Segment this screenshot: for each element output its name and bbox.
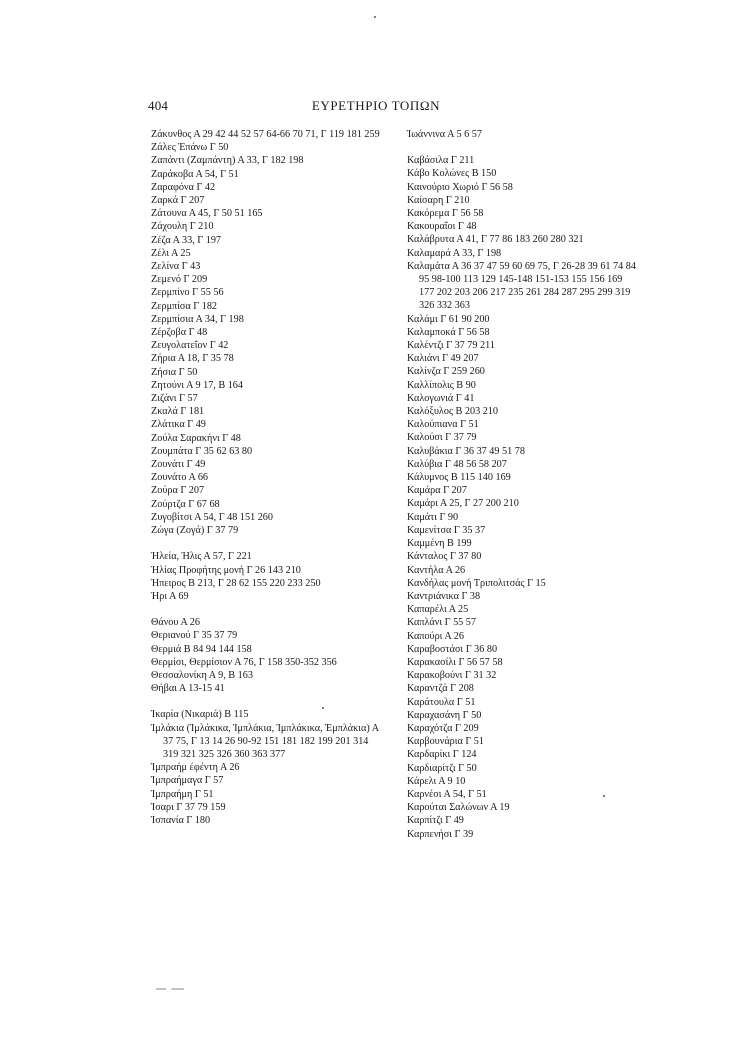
index-entry: Ζάλες Έπάνω Γ 50 bbox=[151, 142, 229, 154]
index-entry: Ίσπανία Γ 180 bbox=[151, 814, 211, 826]
index-entry: Καπλάνι Γ 55 57 bbox=[407, 617, 476, 629]
index-group-i bbox=[151, 708, 383, 827]
index-entry: Ζευγολατεΐον Γ 42 bbox=[151, 340, 229, 352]
index-entry: Ζαπάντι (Ζαμπάντη) Α 33, Γ 182 198 bbox=[151, 155, 304, 167]
page-header bbox=[0, 98, 744, 118]
index-entry: Καρβουνάρια Γ 51 bbox=[407, 736, 484, 748]
section-gap bbox=[151, 537, 383, 550]
index-entry: Καλάμι Γ 61 90 200 bbox=[407, 313, 490, 325]
scan-speck bbox=[374, 16, 376, 18]
section-gap bbox=[151, 695, 383, 708]
index-entry: Καλούπιανα Γ 51 bbox=[407, 419, 479, 431]
scan-speck bbox=[322, 707, 324, 709]
index-entry: Καρδαρίκι Γ 124 bbox=[407, 749, 477, 761]
index-entry: Καλυβάκια Γ 36 37 49 51 78 bbox=[407, 445, 525, 457]
index-entry: Κανδήλας μονή Τριπολιτσάς Γ 15 bbox=[407, 577, 546, 589]
index-entry: Ήπειρος Β 213, Γ 28 62 155 220 233 250 bbox=[151, 577, 321, 589]
index-entry: Ζήσια Γ 50 bbox=[151, 366, 198, 378]
index-entry: Καλλίπολις Β 90 bbox=[407, 379, 476, 391]
index-entry: Ζαραφόνα Γ 42 bbox=[151, 181, 216, 193]
index-group-z bbox=[151, 128, 383, 537]
index-entry: Καπαρέλι Α 25 bbox=[407, 604, 469, 616]
index-entry: Ζούρτζα Γ 67 68 bbox=[151, 498, 220, 510]
index-entry: Ζουνάτι Γ 49 bbox=[151, 459, 206, 471]
index-entry: Ίμλάκια (Ίμλάκικα, Ίμπλάκια, Ίμπλάκικα, Έμπλάκια) Α 37 75, Γ 13 14 26 90-92 151 181 182 199 201 314 319 321 325 326 360 363 377 bbox=[151, 722, 379, 760]
index-entry: Καρούται Σαλώνων Α 19 bbox=[407, 802, 510, 814]
index-entry: Ίμπραήμαγα Γ 57 bbox=[151, 775, 224, 787]
index-group-i-continued bbox=[407, 128, 639, 141]
index-entry: Καινούριο Χωριό Γ 56 58 bbox=[407, 181, 513, 193]
section-gap bbox=[151, 603, 383, 616]
index-entry: Καμάρα Γ 207 bbox=[407, 485, 467, 497]
index-entry: Θάνου Α 26 bbox=[151, 617, 200, 629]
index-entry: Ζέλι Α 25 bbox=[151, 247, 191, 259]
index-entry: Καντήλα Α 26 bbox=[407, 564, 466, 576]
index-entry: Ζερμπίσια Α 34, Γ 198 bbox=[151, 313, 244, 325]
index-entry: Κάλυμνος Β 115 140 169 bbox=[407, 472, 511, 484]
index-entry: Καμενίτσα Γ 35 37 bbox=[407, 524, 486, 536]
index-entry: Ζεμενό Γ 209 bbox=[151, 274, 208, 286]
index-entry: Καρνέσι Α 54, Γ 51 bbox=[407, 788, 487, 800]
index-entry: Ζερμπίνο Γ 55 56 bbox=[151, 287, 224, 299]
index-entry: Ήλίας Προφήτης μονή Γ 26 143 210 bbox=[151, 564, 301, 576]
running-title: ΕΥΡΕΤΗΡΙΟ ΤΟΠΩΝ bbox=[311, 98, 441, 113]
index-entry: Ζάκυνθος Α 29 42 44 52 57 64-66 70 71, Γ 119 181 259 bbox=[151, 129, 380, 140]
index-entry: Καρπενήσι Γ 39 bbox=[407, 828, 474, 840]
index-column-left bbox=[151, 128, 383, 827]
index-entry: Κάβο Κολώνες Β 150 bbox=[407, 168, 497, 180]
index-entry: Καλύβια Γ 48 56 58 207 bbox=[407, 458, 507, 470]
page-number: 404 bbox=[148, 98, 169, 113]
index-entry: Ζιζάνι Γ 57 bbox=[151, 393, 198, 405]
index-entry: Καραντζά Γ 208 bbox=[407, 683, 474, 695]
index-entry: Καλιάνι Γ 49 207 bbox=[407, 353, 479, 365]
index-entry: Ζκαλά Γ 181 bbox=[151, 406, 205, 418]
index-entry: Ζαρκά Γ 207 bbox=[151, 195, 205, 207]
index-entry: Ζάτουνα Α 45, Γ 50 51 165 bbox=[151, 208, 263, 220]
index-entry: Καβάσιλα Γ 211 bbox=[407, 155, 475, 167]
index-entry: Καίσαρη Γ 210 bbox=[407, 194, 470, 206]
index-entry: Κάνταλος Γ 37 80 bbox=[407, 551, 482, 563]
index-entry: Ζαράκοβα Α 54, Γ 51 bbox=[151, 168, 239, 180]
index-entry: Καλογωνιά Γ 41 bbox=[407, 392, 475, 404]
index-entry: Θεσσαλονίκη Α 9, Β 163 bbox=[151, 669, 253, 681]
index-entry: Καρδιαρίτζι Γ 50 bbox=[407, 762, 477, 774]
index-entry: Ζήρια Α 18, Γ 35 78 bbox=[151, 353, 234, 365]
scan-speck bbox=[603, 795, 605, 797]
index-entry: Καραχότζα Γ 209 bbox=[407, 722, 479, 734]
index-entry: Ήρι Α 69 bbox=[151, 590, 189, 602]
index-entry: Καρπίτζι Γ 49 bbox=[407, 815, 464, 827]
index-entry: Κακουραΐοι Γ 48 bbox=[407, 221, 477, 233]
index-entry: Ζάχουλη Γ 210 bbox=[151, 221, 214, 233]
index-entry: Ζούρα Γ 207 bbox=[151, 485, 205, 497]
index-entry: Καλαμποκά Γ 56 58 bbox=[407, 326, 490, 338]
index-entry: Θήβαι Α 13-15 41 bbox=[151, 683, 225, 695]
index-entry: Ήλεία, Ήλις Α 57, Γ 221 bbox=[151, 551, 252, 563]
index-entry: Καράτουλα Γ 51 bbox=[407, 696, 476, 708]
index-entry: Ζελίνα Γ 43 bbox=[151, 261, 201, 273]
index-entry: Ίωάννινα Α 5 6 57 bbox=[407, 129, 482, 140]
index-entry: Ζουνάτο Α 66 bbox=[151, 472, 209, 484]
index-column-right bbox=[407, 128, 639, 841]
index-entry: Θερμίσι, Θερμίσιον Α 76, Γ 158 350-352 356 bbox=[151, 656, 337, 668]
index-entry: Καλέντζι Γ 37 79 211 bbox=[407, 340, 495, 352]
index-entry: Ζούλα Σαρακήνι Γ 48 bbox=[151, 432, 241, 444]
index-entry: Καμάτι Γ 90 bbox=[407, 511, 459, 523]
section-gap bbox=[407, 141, 639, 154]
index-entry: Καμάρι Α 25, Γ 27 200 210 bbox=[407, 498, 519, 510]
index-entry: Καμμένη Β 199 bbox=[407, 538, 472, 550]
index-entry: Κακόρεμα Γ 56 58 bbox=[407, 208, 484, 220]
index-entry: Ζώγα (Ζογά) Γ 37 79 bbox=[151, 525, 239, 537]
index-entry: Καλόξυλος Β 203 210 bbox=[407, 406, 499, 418]
index-entry: Ζέζα Α 33, Γ 197 bbox=[151, 234, 222, 246]
index-entry: Ζουμπάτα Γ 35 62 63 80 bbox=[151, 445, 253, 457]
index-entry: Καπούρι Α 26 bbox=[407, 630, 464, 642]
index-entry: Κάρελι Α 9 10 bbox=[407, 775, 466, 787]
index-group-k bbox=[407, 154, 639, 841]
index-entry: Ίμπραήμ έφέντη Α 26 bbox=[151, 762, 240, 774]
index-entry: Ίμπραήμη Γ 51 bbox=[151, 788, 214, 800]
index-entry: Καρακασίλι Γ 56 57 58 bbox=[407, 656, 503, 668]
index-group-th bbox=[151, 616, 383, 695]
index-entry: Ζυγοβίτσι Α 54, Γ 48 151 260 bbox=[151, 511, 273, 523]
index-entry: Ζητούνι Α 9 17, Β 164 bbox=[151, 379, 243, 391]
index-entry: Ίκαρία (Νικαριά) Β 115 bbox=[151, 709, 249, 721]
index-entry: Καλαμάτα Α 36 37 47 59 60 69 75, Γ 26-28 39 61 74 84 95 98-100 113 129 145-148 151-153 155 156 169 177 202 203 206 217 235 261 284 287 295 299 319 326 332 363 bbox=[407, 260, 636, 312]
index-entry: Καντριάνικα Γ 38 bbox=[407, 590, 481, 602]
index-entry: Ίσαρι Γ 37 79 159 bbox=[151, 801, 226, 813]
index-entry: Ζερμπίσα Γ 182 bbox=[151, 300, 218, 312]
index-entry: Καραχασάνη Γ 50 bbox=[407, 709, 482, 721]
index-entry: Καλούσι Γ 37 79 bbox=[407, 432, 477, 444]
index-entry: Καλαμαρά Α 33, Γ 198 bbox=[407, 247, 502, 259]
index-entry: Καρακοβούνι Γ 31 32 bbox=[407, 670, 497, 682]
index-entry: Θεριανού Γ 35 37 79 bbox=[151, 630, 238, 642]
index-entry: Ζλάτικα Γ 49 bbox=[151, 419, 206, 431]
index-entry: Ζέρζοβα Γ 48 bbox=[151, 327, 208, 339]
index-entry: Καραβοστάσι Γ 36 80 bbox=[407, 643, 498, 655]
index-group-e bbox=[151, 550, 383, 603]
index-entry: Καλίνζα Γ 259 260 bbox=[407, 366, 485, 378]
scan-artifact bbox=[156, 988, 184, 990]
index-entry: Θερμιά Β 84 94 144 158 bbox=[151, 643, 252, 655]
index-entry: Καλάβρυτα Α 41, Γ 77 86 183 260 280 321 bbox=[407, 234, 584, 246]
